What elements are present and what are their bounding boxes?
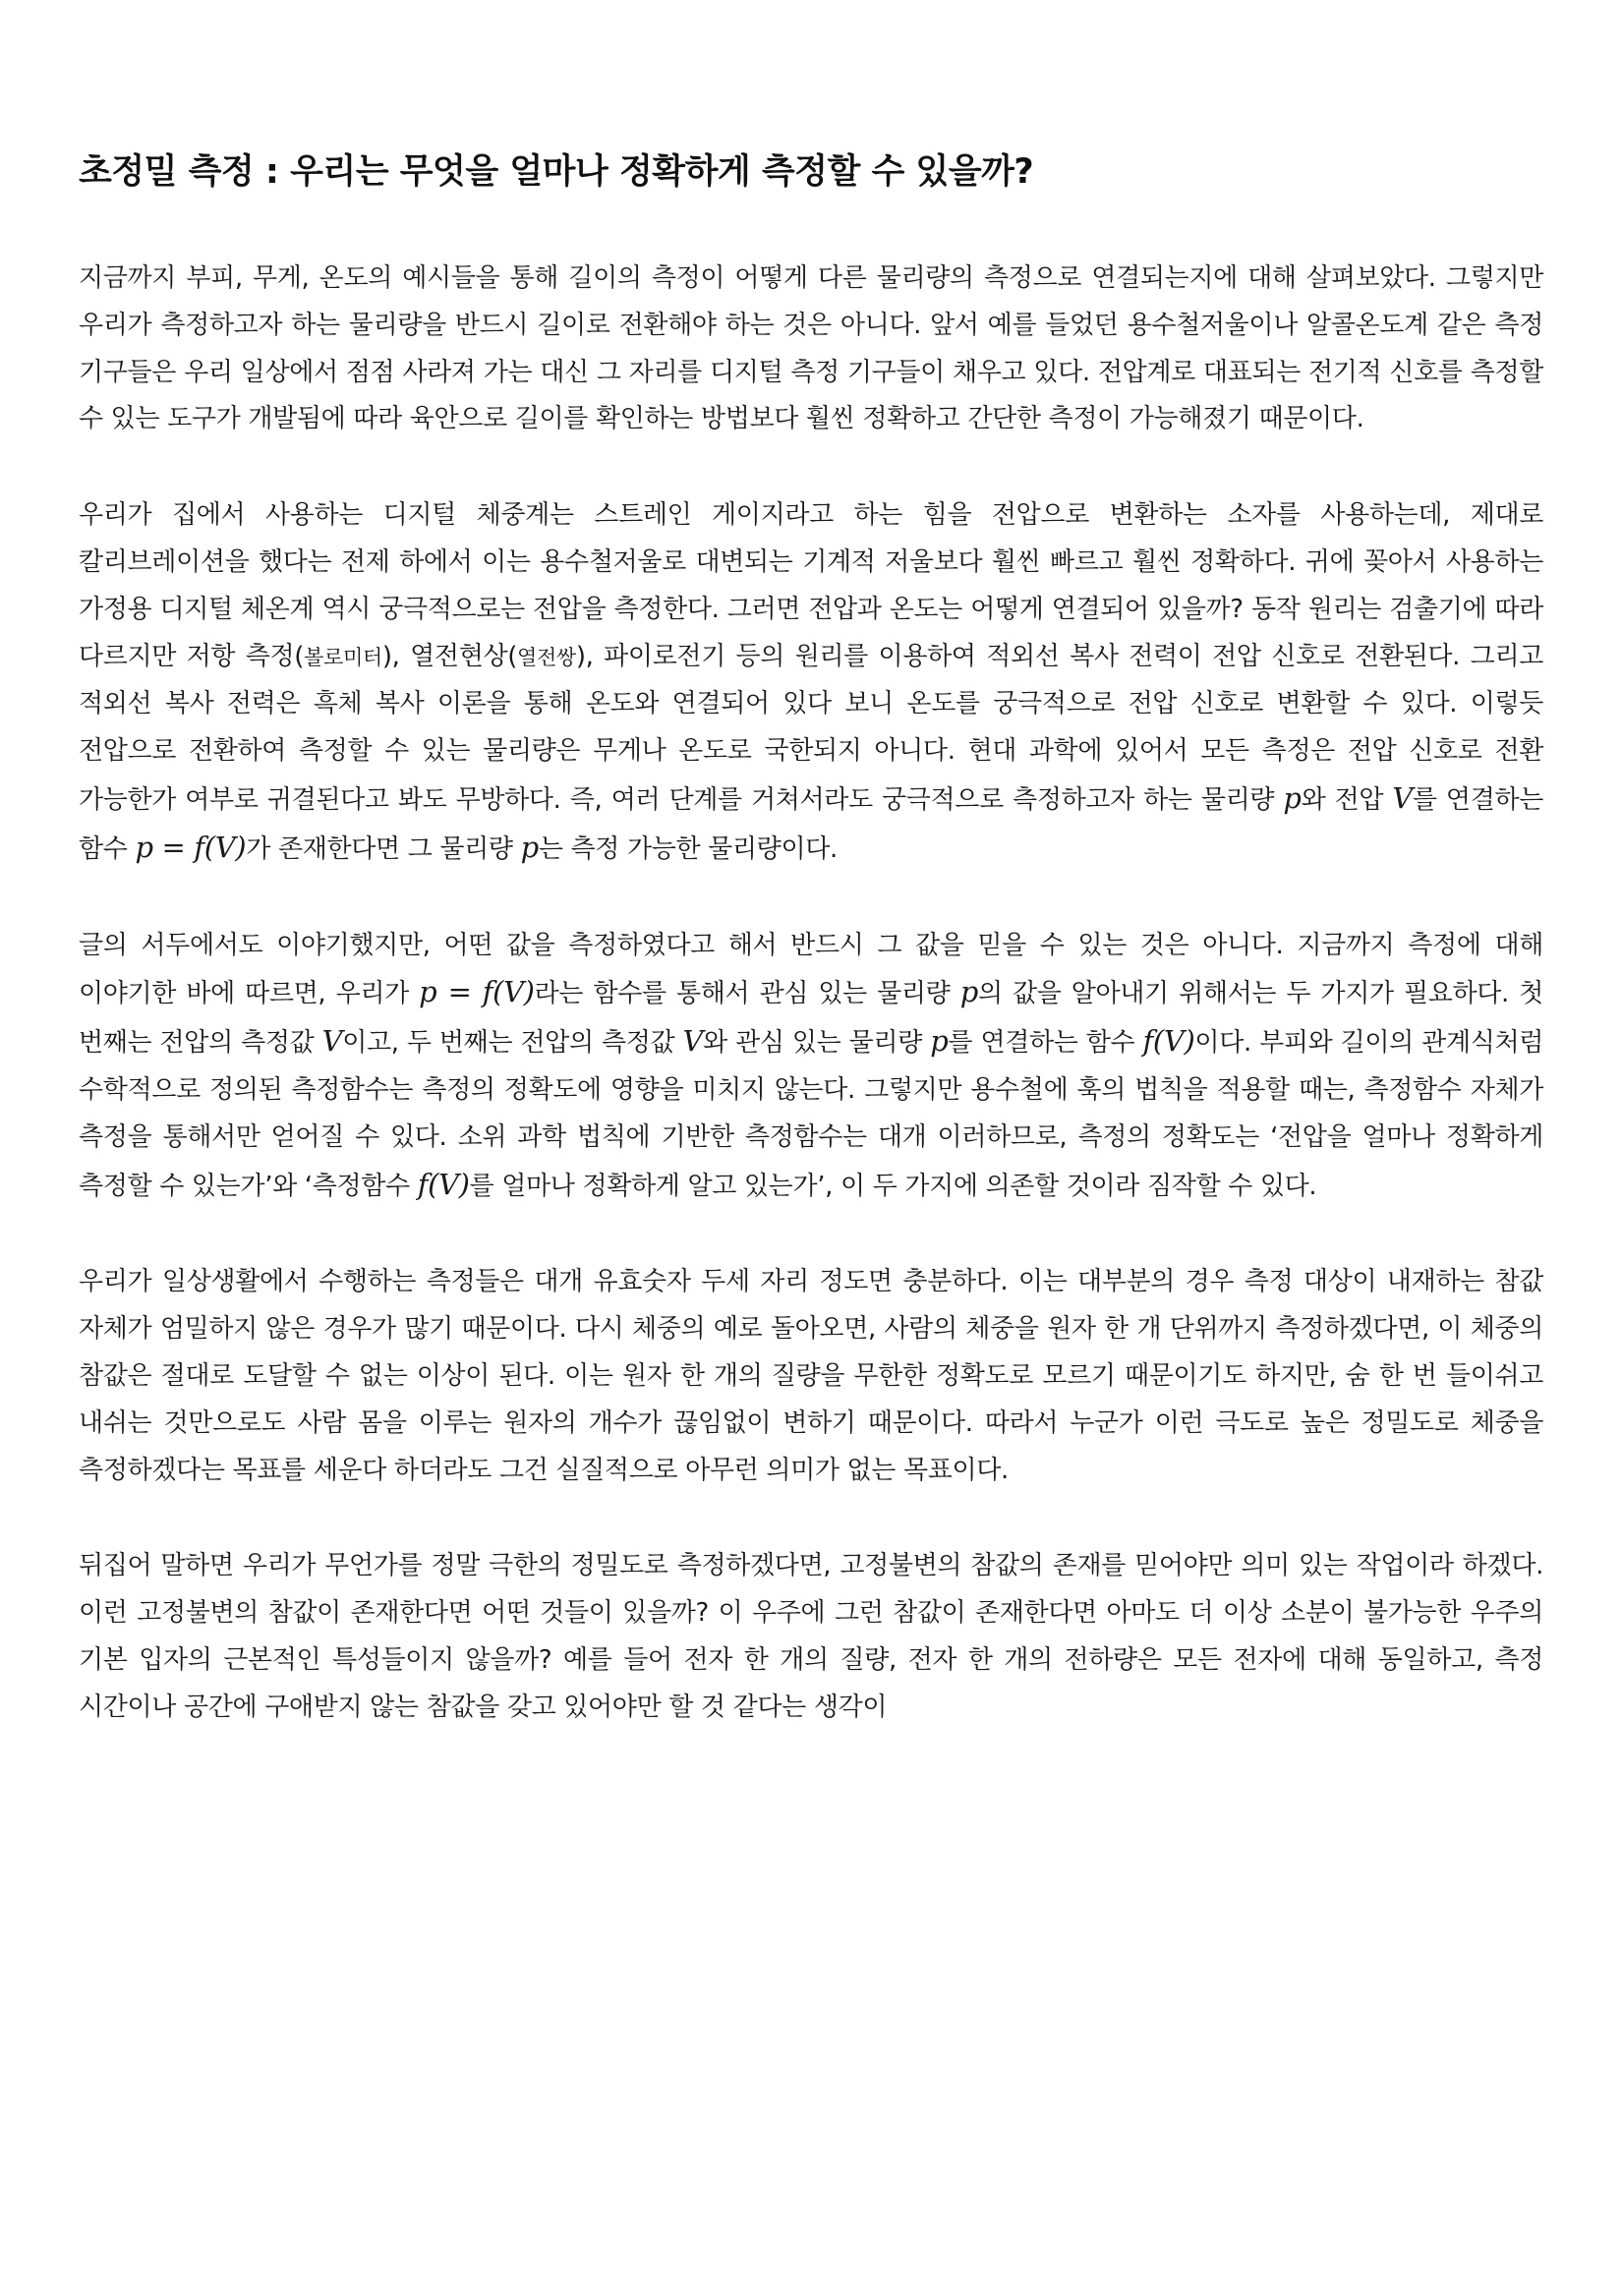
paragraph-text: 를 얼마나 정확하게 알고 있는가’, 이 두 가지에 의존할 것이라 짐작할 수 있다. [469, 1171, 1317, 1201]
math-expression: p = f(V) [419, 975, 535, 1009]
page-title: 초정밀 측정 : 우리는 무엇을 얼마나 정확하게 측정할 수 있을까? [79, 152, 1034, 192]
math-symbol: p [959, 975, 978, 1009]
paragraph-text: 와 전압 [1301, 784, 1393, 815]
paragraph-text: 가 존재한다면 그 물리량 [246, 833, 521, 864]
paragraph-1: 지금까지 부피, 무게, 온도의 예시들을 통해 길이의 측정이 어떻게 다른 물리량의 측정으로 연결되는지에 대해 살펴보았다. 그렇지만 우리가 측정하고자 하는 물리량을 반드시 길이로 전환해야 하는 것은 아니다. 앞서 예를 들었던 용수철저울이나 알콜온도계 같은 측정 기구들은 우리 일상에서 점점 사라져 가는 대신 그 자리를 디지털 측정 기구들이 채우고 있다. 전압계로 대표되는 전기적 신호를 측정할 수 있는 도구가 개발됨에 따라 육안으로 길이를 확인하는 방법보다 훨씬 정확하고 간단한 측정이 가능해졌기 때문이다. [79, 263, 1543, 434]
paragraph-text: 는 측정 가능한 물리량이다. [538, 833, 838, 864]
paragraph-text: 를 연결하는 함수 [948, 1028, 1143, 1059]
math-symbol: p [520, 830, 539, 864]
math-symbol: V [1392, 780, 1413, 815]
paragraph-text: 와 관심 있는 물리량 [703, 1028, 931, 1059]
paragraph-text: 글의 서두에서도 이야기했지만, 어떤 값을 측정하였다고 해서 반드시 그 값을 믿을 수 있는 것은 아니다. 지금까지 측정에 대해 이야기한 바에 따르면, 우리가 [79, 930, 1543, 1009]
math-symbol: V [321, 1024, 343, 1059]
paragraph-text: 이다. 부피와 길이의 관계식처럼 수학적으로 정의된 측정함수는 측정의 정확도에 영향을 미치지 않는다. 그렇지만 용수철에 훅의 법칙을 적용할 때는, 측정함수 자체가 측정을 통해서만 얻어질 수 있다. 소위 과학 법칙에 기반한 측정함수는 대개 이러하므로, 측정의 정확도는 ‘전압을 얼마나 정확하게 측정할 수 있는가’와 ‘측정함수 [79, 1028, 1544, 1201]
paragraph-5: 뒤집어 말하면 우리가 무언가를 정말 극한의 정밀도로 측정하겠다면, 고정불변의 참값의 존재를 믿어야만 의미 있는 작업이라 하겠다. 이런 고정불변의 참값이 존재한다면 어떤 것들이 있을까? 이 우주에 그런 참값이 존재한다면 아마도 더 이상 소분이 불가능한 우주의 기본 입자의 근본적인 특성들이지 않을까? 예를 들어 전자 한 개의 질량, 전자 한 개의 전하량은 모든 전자에 대해 동일하고, 측정 시간이나 공간에 구애받지 않는 참값을 갖고 있어야만 할 것 같다는 생각이 [79, 1551, 1543, 1722]
paragraph-3 [79, 923, 1543, 1211]
paragraph-text: ), 파이로전기 등의 원리를 이용하여 적외선 복사 전력이 전압 신호로 전환된다. 그리고 적외선 복사 전력은 흑체 복사 이론을 통해 온도와 연결되어 있다 보니 온도를 궁극적으로 전압 신호로 변환할 수 있다. 이렇듯 전압으로 전환하여 측정할 수 있는 물리량은 무게나 온도로 국한되지 아니다. 현대 과학에 있어서 모든 측정은 전압 신호로 전환 가능한가 여부로 귀결된다고 봐도 무방하다. 즉, 여러 단계를 거쳐서라도 궁극적으로 측정하고자 하는 물리량 [79, 641, 1543, 815]
paragraph-2 [79, 492, 1543, 873]
paragraph-4: 우리가 일상생활에서 수행하는 측정들은 대개 유효숫자 두세 자리 정도면 충분하다. 이는 대부분의 경우 측정 대상이 내재하는 참값 자체가 엄밀하지 않은 경우가 많기 때문이다. 다시 체중의 예로 돌아오면, 사람의 체중을 원자 한 개 단위까지 측정하겠다면, 이 체중의 참값은 절대로 도달할 수 없는 이상이 된다. 이는 원자 한 개의 질량을 무한한 정확도로 모르기 때문이기도 하지만, 숨 한 번 들이쉬고 내쉬는 것만으로도 사람 몸을 이루는 원자의 개수가 끊임없이 변하기 때문이다. 따라서 누군가 이런 극도로 높은 정밀도로 체중을 측정하겠다는 목표를 세운다 하더라도 그건 실질적으로 아무런 의미가 없는 목표이다. [79, 1267, 1543, 1485]
math-symbol: V [682, 1024, 704, 1059]
paragraph-text: 를 연결하는 함수 [79, 784, 1543, 864]
paragraph-text: 라는 함수를 통해서 관심 있는 물리량 [534, 979, 960, 1009]
inline-note: 열전쌍 [517, 645, 576, 669]
math-symbol: p [930, 1024, 949, 1059]
math-expression: p = f(V) [135, 830, 247, 864]
paragraph-text: 의 값을 알아내기 위해서는 두 가지가 필요하다. 첫 번째는 전압의 측정값 [79, 979, 1543, 1059]
math-symbol: p [1283, 780, 1302, 815]
math-expression: f(V) [1142, 1024, 1195, 1059]
paragraph-text: 우리가 집에서 사용하는 디지털 체중계는 스트레인 게이지라고 하는 힘을 전압으로 변환하는 소자를 사용하는데, 제대로 칼리브레이션을 했다는 전제 하에서 이는 용수철저울로 대변되는 기계적 저울보다 훨씬 빠르고 훨씬 정확하다. 귀에 꽂아서 사용하는 가정용 디지털 체온계 역시 궁극적으로는 전압을 측정한다. 그러면 전압과 온도는 어떻게 연결되어 있을까? 동작 원리는 검출기에 따라 다르지만 저항 측정( [79, 500, 1543, 671]
inline-note: 볼로미터 [304, 645, 382, 669]
math-expression: f(V) [417, 1167, 470, 1201]
paragraph-text: 이고, 두 번째는 전압의 측정값 [342, 1028, 683, 1059]
paragraph-text: ), 열전현상( [381, 641, 518, 671]
